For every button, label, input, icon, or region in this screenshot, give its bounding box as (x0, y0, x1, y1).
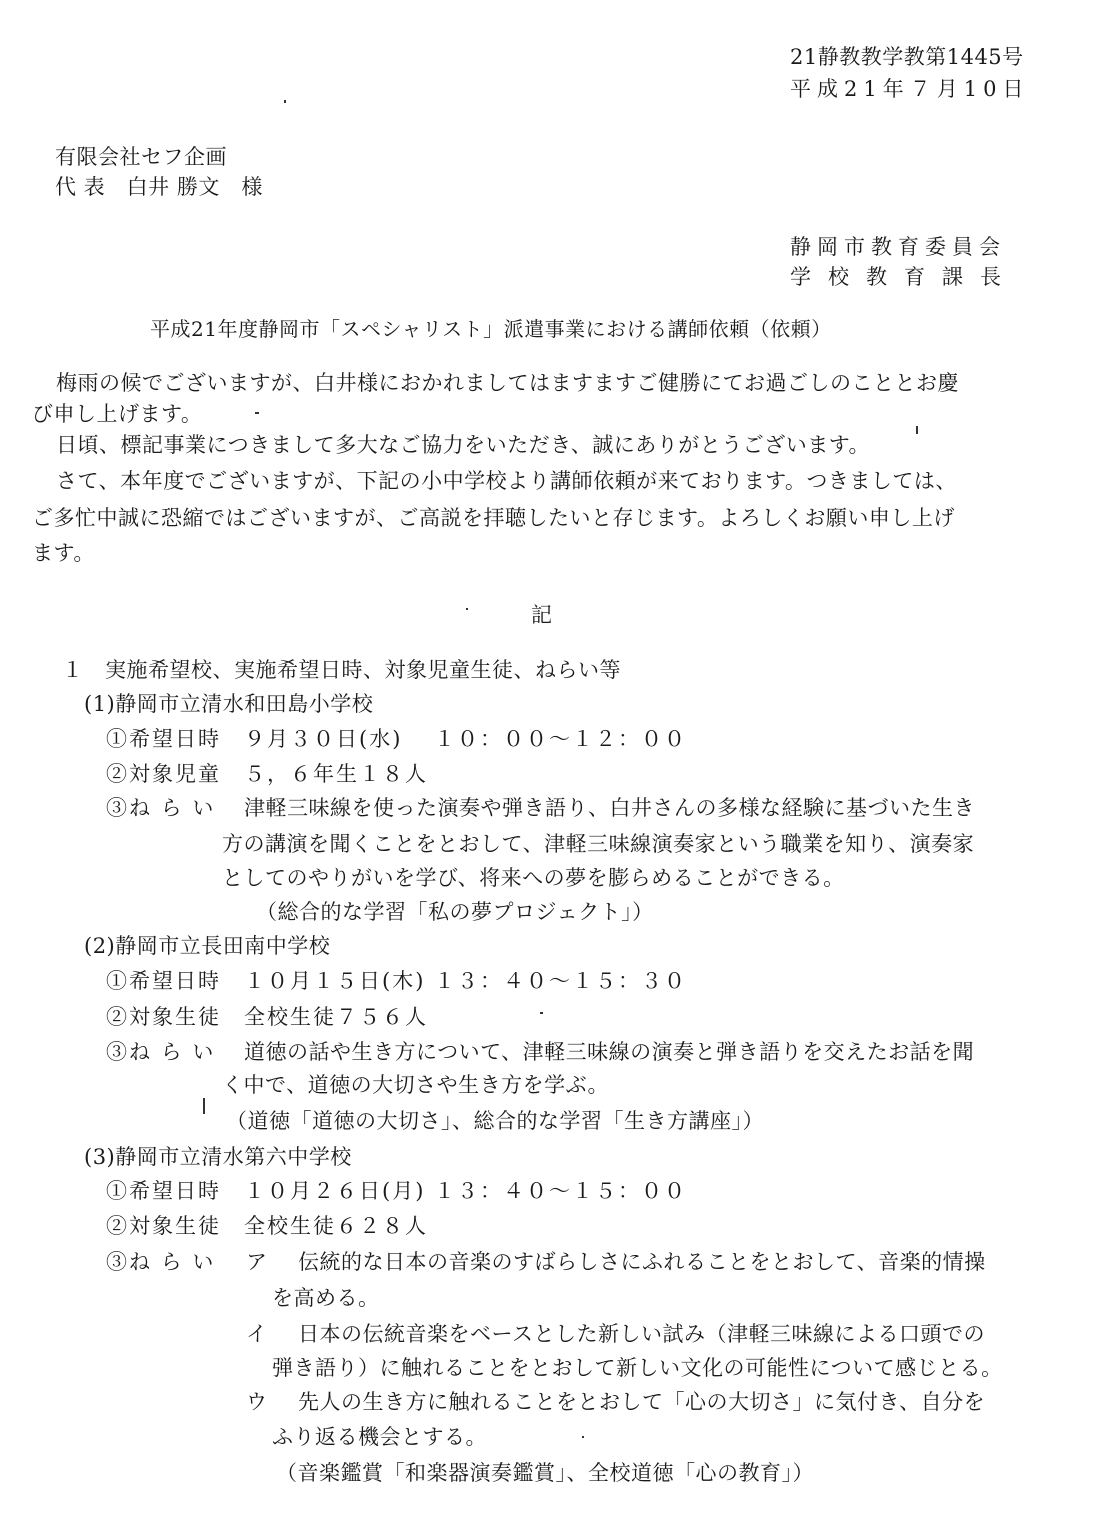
school2-note: （道徳「道徳の大切さ」、総合的な学習「生き方講座」） (226, 1109, 764, 1133)
school3-aim-a-marker: ア (246, 1250, 268, 1274)
document-number: 21静教教学教第1445号 (790, 45, 1024, 69)
scan-speck (203, 1098, 205, 1114)
school3-aim-i-marker: イ (246, 1322, 268, 1346)
scan-speck (916, 426, 918, 434)
school2-datetime: ①希望日時 １０月１５日(木) １３：４０～１５：３０ (106, 969, 688, 993)
school3-aim-i-line1: 日本の伝統音楽をベースとした新しい試み（津軽三味線による口頭での (298, 1322, 985, 1346)
school3-aim-i-line2: 弾き語り）に触れることをとおして新しい文化の可能性について感じとる。 (272, 1356, 1003, 1380)
document-date: 平成21年７月10日 (790, 77, 1030, 101)
school1-target: ②対象児童 ５，６年生１８人 (106, 762, 428, 786)
scan-speck (466, 608, 468, 610)
school1-aim-line1: 津軽三味線を使った演奏や弾き語り、白井さんの多様な経験に基づいた生き (244, 796, 975, 820)
school3-aim-u-marker: ウ (246, 1390, 268, 1414)
school2-aim-line2: く中で、道徳の大切さや生き方を学ぶ。 (222, 1073, 609, 1097)
school2-aim-label: ③ね ら い (106, 1040, 216, 1064)
school1-name: (1)静岡市立清水和田島小学校 (84, 692, 374, 716)
recipient-representative: 代 表 白井 勝文 様 (55, 175, 263, 199)
school3-target: ②対象生徒 全校生徒６２８人 (106, 1214, 428, 1238)
sender-title: 学校教育課長 (790, 265, 1018, 289)
body-p1-line1: 梅雨の候でございますが、白井様におかれましてはますますご健勝にてお過ごしのこととお慶 (56, 371, 959, 395)
school3-datetime: ①希望日時 １０月２６日(月) １３：４０～１５：００ (106, 1179, 688, 1203)
school3-aim-u-line2: ふり返る機会とする。 (272, 1425, 487, 1449)
body-p3-line2: ご多忙中誠に恐縮ではございますが、ご高説を拝聴したいと存じます。よろしくお願い申し上げ (32, 506, 955, 530)
scan-speck (255, 412, 259, 414)
school3-aim-u-line1: 先人の生き方に触れることをとおして「心の大切さ」に気付き、自分を (298, 1390, 986, 1414)
school2-name: (2)静岡市立長田南中学校 (84, 934, 331, 958)
scan-speck (540, 1012, 543, 1014)
scan-speck (582, 1436, 584, 1438)
school3-aim-label: ③ね ら い (106, 1250, 216, 1274)
school3-note: （音楽鑑賞「和楽器演奏鑑賞」、全校道徳「心の教育」） (276, 1461, 814, 1485)
body-p1-line2: び申し上げます。 (32, 402, 203, 426)
school2-target: ②対象生徒 全校生徒７５６人 (106, 1005, 428, 1029)
school3-aim-a-line2: を高める。 (272, 1286, 380, 1310)
scan-speck (284, 100, 286, 103)
school1-note: （総合的な学習「私の夢プロジェクト」） (256, 900, 654, 924)
body-p3-line3: ます。 (32, 541, 95, 565)
document-subject: 平成21年度静岡市「スペシャリスト」派遣事業における講師依頼（依頼） (150, 317, 832, 341)
body-p3-line1: さて、本年度でございますが、下記の小中学校より講師依頼が来ております。つきましては、 (56, 469, 957, 493)
school3-aim-a-line1: 伝統的な日本の音楽のすばらしさにふれることをとおして、音楽的情操 (298, 1250, 986, 1274)
school3-name: (3)静岡市立清水第六中学校 (84, 1145, 352, 1169)
school1-aim-line2: 方の講演を聞くことをとおして、津軽三味線演奏家という職業を知り、演奏家 (222, 832, 975, 856)
sender-org: 静岡市教育委員会 (790, 235, 1006, 259)
ki-heading: 記 (531, 603, 553, 627)
school1-datetime: ①希望日時 ９月３０日(水) １０：００～１２：００ (106, 727, 688, 751)
school1-aim-line3: としてのやりがいを学び、将来への夢を膨らめることができる。 (222, 866, 845, 890)
school1-aim-label: ③ね ら い (106, 796, 216, 820)
body-p2-line1: 日頃、標記事業につきまして多大なご協力をいただき、誠にありがとうございます。 (56, 433, 871, 457)
section1-heading: １ 実施希望校、実施希望日時、対象児童生徒、ねらい等 (62, 658, 621, 682)
school2-aim-line1: 道徳の話や生き方について、津軽三味線の演奏と弾き語りを交えたお話を聞 (244, 1040, 975, 1064)
recipient-company: 有限会社セフ企画 (55, 145, 227, 169)
